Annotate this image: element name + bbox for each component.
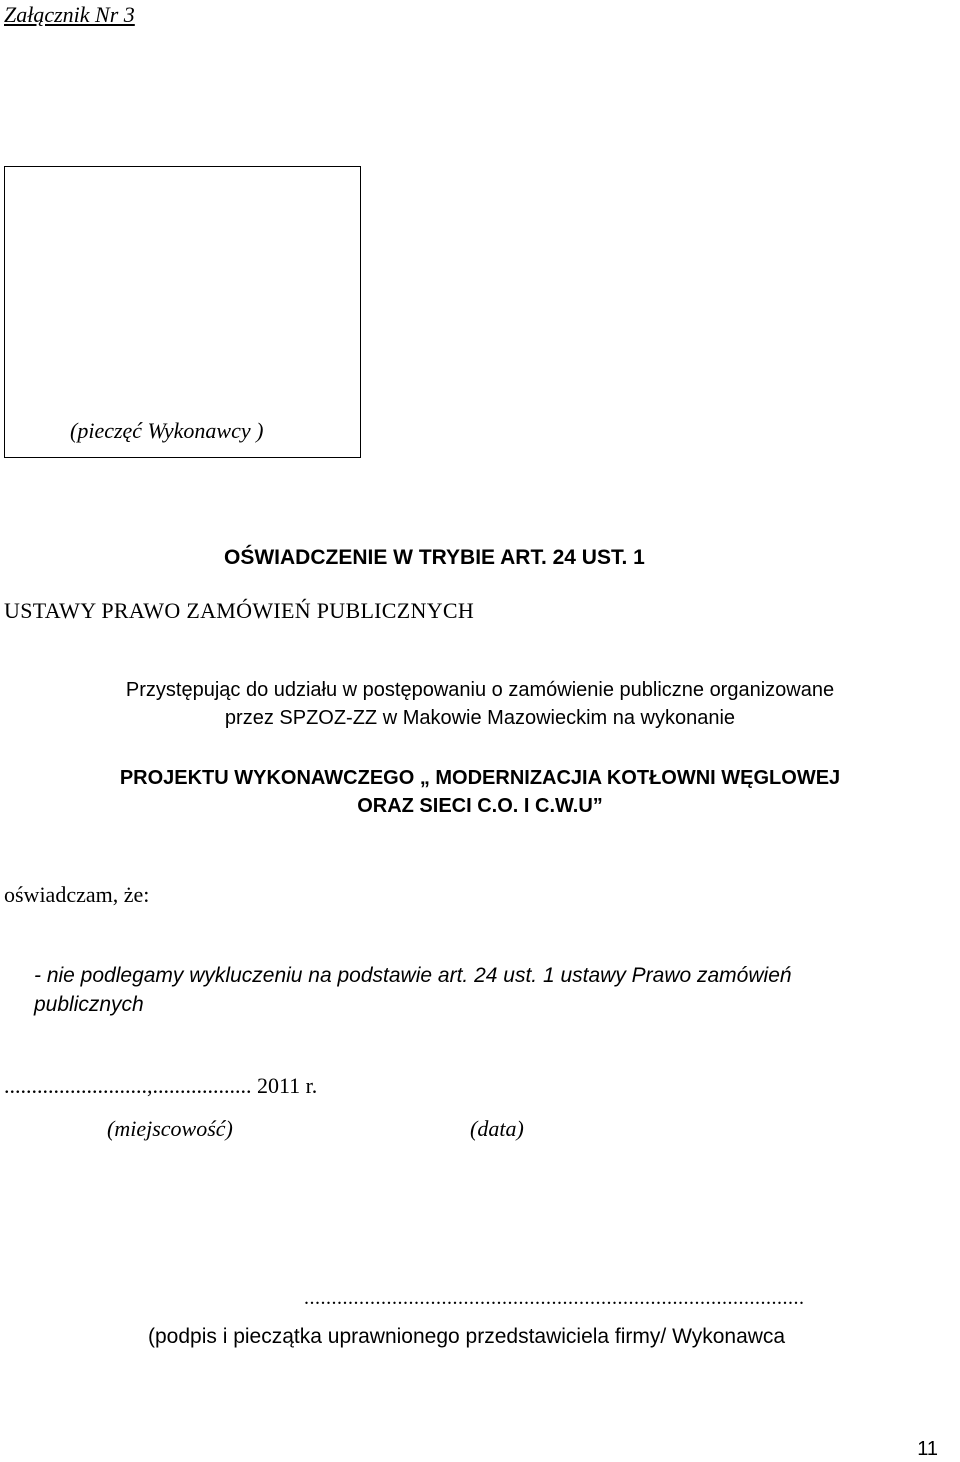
place-label: (miejscowość)	[107, 1116, 233, 1141]
intro-line-2: przez SPZOZ-ZZ w Makowie Mazowieckim na wykonanie	[224, 707, 736, 729]
document-title-line-1: OŚWIADCZENIE W TRYBIE ART. 24 UST. 1	[224, 546, 645, 569]
page-number: 11	[917, 1438, 938, 1460]
intro-line-1: Przystępując do udziału w postępowaniu o zamówienie publiczne organizowane	[125, 679, 835, 701]
attachment-title: Załącznik Nr 3	[4, 2, 135, 27]
project-name-line-2: ORAZ SIECI C.O. I C.W.U”	[357, 795, 603, 817]
statement-line-2: publicznych	[34, 993, 144, 1016]
signature-label: (podpis i pieczątka uprawnionego przedstawiciela firmy/ Wykonawca	[148, 1325, 786, 1348]
document-title-line-2: USTAWY PRAWO ZAMÓWIEŃ PUBLICZNYCH	[4, 598, 475, 623]
stamp-box	[4, 166, 361, 458]
statement-line-1: - nie podlegamy wykluczeniu na podstawie art. 24 ust. 1 ustawy Prawo zamówień	[34, 964, 792, 987]
stamp-label: (pieczęć Wykonawcy )	[70, 418, 264, 443]
project-name-line-1: PROJEKTU WYKONAWCZEGO „ MODERNIZACJIA KOTŁOWNI WĘGLOWEJ	[119, 767, 841, 789]
declaration-text: oświadczam, że:	[4, 882, 150, 907]
signature-line: ...........................................................................................	[304, 1287, 805, 1309]
date-label: (data)	[470, 1116, 524, 1141]
place-date-line: ..........................,.................. 2011 r.	[4, 1073, 318, 1098]
